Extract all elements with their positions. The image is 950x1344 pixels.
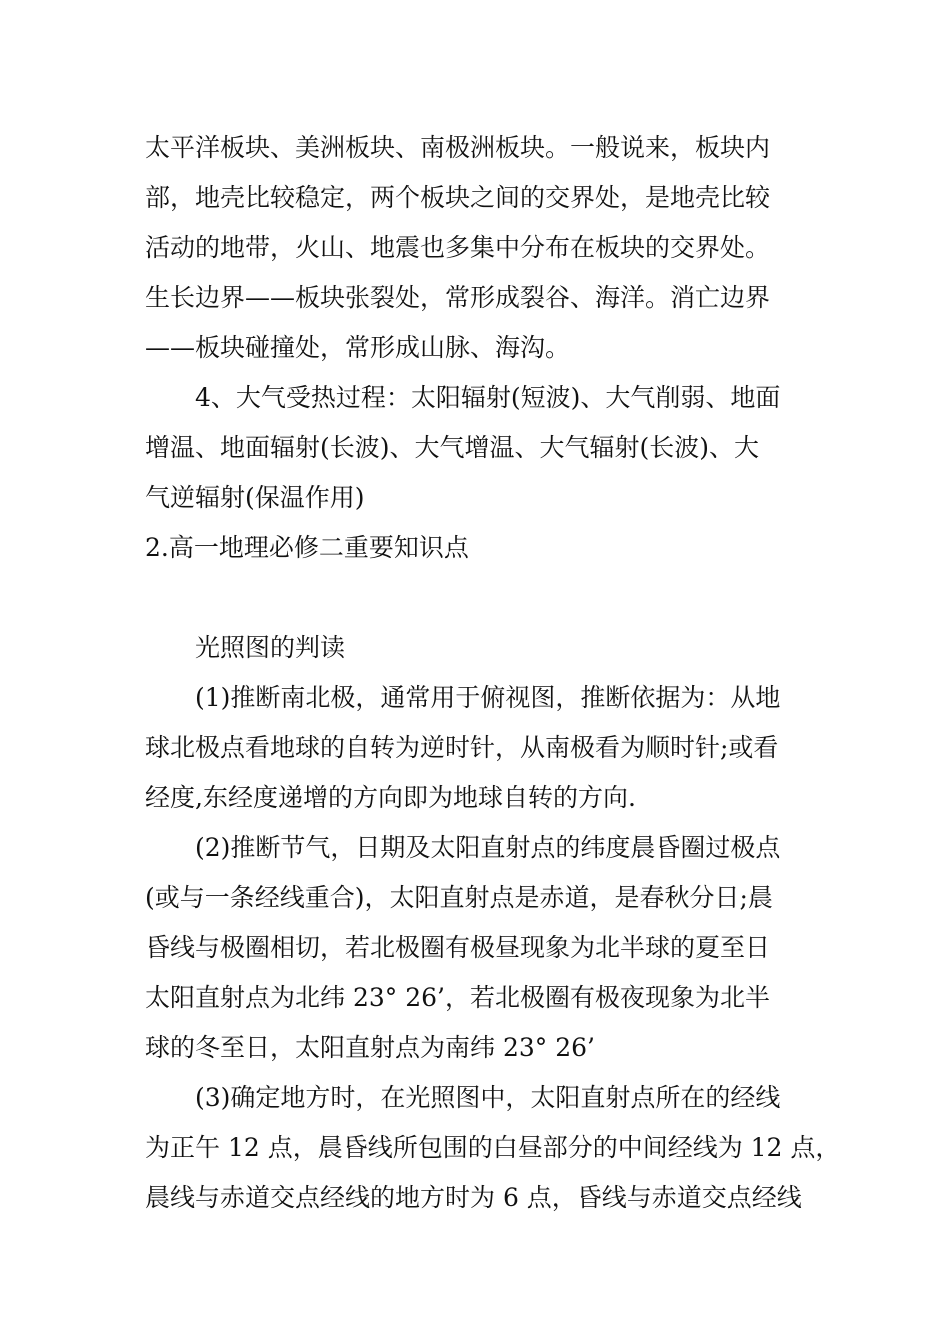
text-line: 太阳直射点为北纬 23° 26’，若北极圈有极夜现象为北半 (145, 983, 770, 1012)
text-line: 生长边界——板块张裂处，常形成裂谷、海洋。消亡边界 (145, 283, 771, 312)
text-line: 4、大气受热过程：太阳辐射(短波)、大气削弱、地面 (195, 383, 781, 412)
text-line: 球的冬至日，太阳直射点为南纬 23° 26’ (145, 1033, 595, 1062)
text-line: ——板块碰撞处，常形成山脉、海沟。 (145, 333, 571, 362)
text-line: (或与一条经线重合)，太阳直射点是赤道，是春秋分日;晨 (145, 883, 773, 912)
text-line: 气逆辐射(保温作用) (145, 483, 365, 512)
text-line: (1)推断南北极，通常用于俯视图，推断依据为：从地 (195, 683, 781, 712)
text-line: 球北极点看地球的自转为逆时针，从南极看为顺时针;或看 (145, 733, 779, 762)
text-line: 为正午 12 点，晨昏线所包围的白昼部分的中间经线为 12 点， (145, 1133, 841, 1162)
section-heading: 2.高一地理必修二重要知识点 (145, 533, 469, 562)
text-line: 昏线与极圈相切，若北极圈有极昼现象为北半球的夏至日 (145, 933, 771, 962)
text-line: 晨线与赤道交点经线的地方时为 6 点，昏线与赤道交点经线 (145, 1183, 802, 1212)
text-line: 部，地壳比较稳定，两个板块之间的交界处，是地壳比较 (145, 183, 771, 212)
text-line: (3)确定地方时，在光照图中，太阳直射点所在的经线 (195, 1083, 781, 1112)
text-line: 经度,东经度递增的方向即为地球自转的方向. (145, 783, 636, 812)
subsection-heading: 光照图的判读 (195, 633, 346, 662)
text-line: (2)推断节气，日期及太阳直射点的纬度晨昏圈过极点 (195, 833, 781, 862)
text-line: 活动的地带，火山、地震也多集中分布在板块的交界处。 (145, 233, 771, 262)
text-line: 太平洋板块、美洲板块、南极洲板块。一般说来，板块内 (145, 133, 771, 162)
text-line: 增温、地面辐射(长波)、大气增温、大气辐射(长波)、大 (145, 433, 760, 462)
